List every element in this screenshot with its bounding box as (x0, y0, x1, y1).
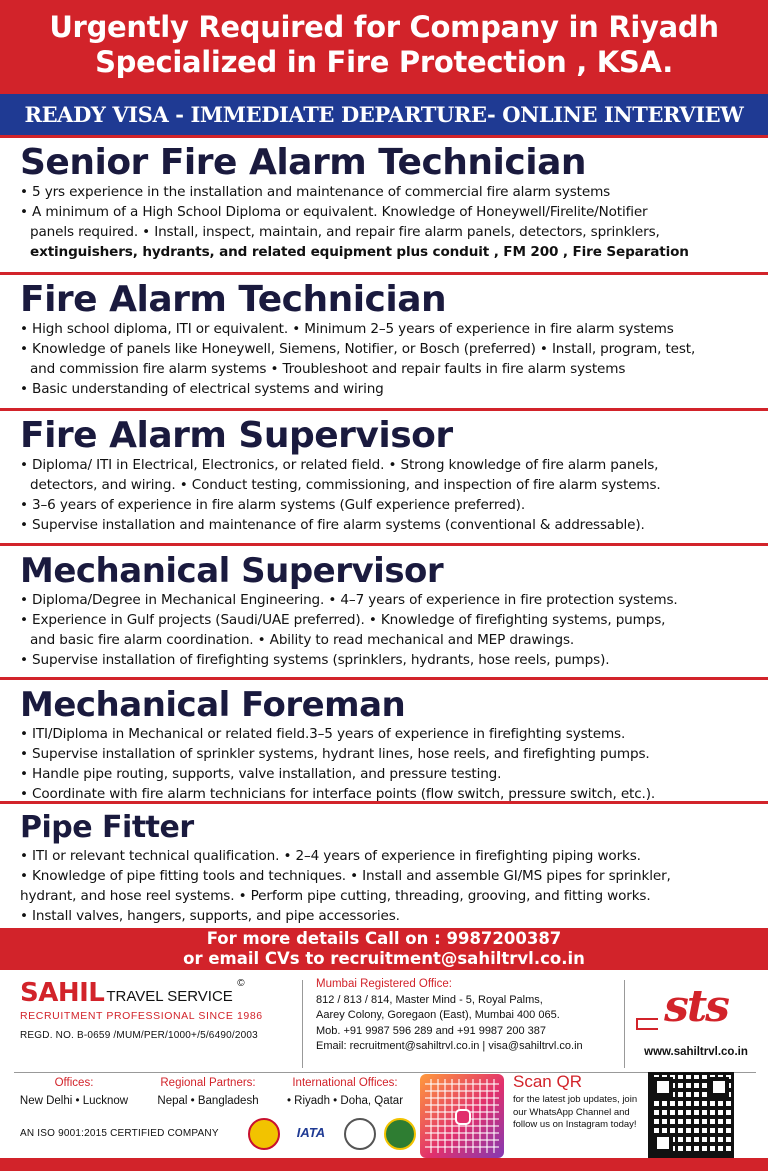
regional-partners (148, 1074, 268, 1110)
job-requirements (20, 846, 758, 926)
company-suffix: TRAVEL SERVICE (106, 988, 233, 1005)
offices-value: New Delhi • Lucknow (19, 1095, 129, 1107)
headline-line1: Urgently Required for Company in Riyadh (49, 10, 719, 44)
qr-finder-icon (709, 1077, 729, 1097)
sts-logo-block (632, 982, 760, 1058)
visa-bar-text: READY VISA - IMMEDIATE DEPARTURE- ONLINE INTERVIEW (24, 102, 744, 127)
iso-certification: AN ISO 9001:2015 CERTIFIED COMPANY (20, 1128, 219, 1139)
arrow-left-icon (636, 1018, 658, 1030)
emblem-icon (384, 1118, 416, 1150)
job-pipe-fitter (0, 804, 768, 928)
job-title: Mechanical Supervisor (20, 551, 444, 591)
requirement-line: • Experience in Gulf projects (Saudi/UAE preferred). • Knowledge of firefighting systems, pumps, (20, 612, 666, 628)
job-requirements (20, 182, 758, 262)
header-banner (0, 0, 768, 94)
office-title: Mumbai Registered Office: (316, 978, 452, 990)
instagram-qr-code[interactable] (420, 1074, 504, 1158)
company-tagline: RECRUITMENT PROFESSIONAL SINCE 1986 (20, 1010, 263, 1022)
office-email-line[interactable]: Email: recruitment@sahiltrvl.co.in | visa@sahiltrvl.co.in (316, 1040, 583, 1052)
government-emblem-icon (248, 1118, 280, 1150)
divider (14, 1072, 756, 1073)
company-name: SAHIL (20, 978, 105, 1008)
job-mechanical-supervisor (0, 546, 768, 680)
job-title: Fire Alarm Supervisor (20, 415, 453, 456)
website-link[interactable]: www.sahiltrvl.co.in (644, 1046, 748, 1058)
contact-email[interactable]: or email CVs to recruitment@sahiltrvl.co.in (183, 949, 585, 968)
job-requirements (20, 724, 758, 804)
job-requirements (20, 590, 758, 670)
copyright-mark: © (237, 978, 245, 989)
iata-logo-icon (292, 1118, 330, 1150)
job-fire-alarm-supervisor (0, 411, 768, 546)
visa-bar (0, 94, 768, 138)
requirement-line: and basic fire alarm coordination. • Ability to read mechanical and MEP drawings. (30, 632, 575, 648)
whatsapp-qr-code[interactable] (648, 1072, 734, 1158)
job-title: Mechanical Foreman (20, 685, 406, 725)
iata-label: IATA (296, 1125, 326, 1140)
requirement-line: • Install valves, hangers, supports, and pipe accessories. (20, 908, 400, 924)
job-requirements (20, 319, 758, 399)
requirement-line: • Diploma/ ITI in Electrical, Electronics, or related field. • Strong knowledge of fire alarm panels, (20, 457, 659, 473)
requirement-line: • Supervise installation of sprinkler systems, hydrant lines, hose reels, and firefighting pumps. (20, 746, 650, 762)
sts-logo: sts (664, 981, 728, 1032)
company-logo (20, 978, 290, 1008)
registered-office (316, 977, 626, 1055)
scan-qr-description: for the latest job updates, join our WhatsApp Channel and follow us on Instagram today! (513, 1094, 638, 1130)
registration-number: REGD. NO. B-0659 /MUM/PER/1000+/5/6490/2003 (20, 1030, 258, 1041)
job-senior-fire-alarm-technician (0, 138, 768, 275)
requirement-line: extinguishers, hydrants, and related equipment plus conduit , FM 200 , Fire Separation (30, 244, 689, 260)
requirement-line: • High school diploma, ITI or equivalent. • Minimum 2–5 years of experience in fire alarm systems (20, 321, 674, 337)
requirement-line: • Knowledge of pipe fitting tools and techniques. • Install and assemble GI/MS pipes for sprinkler, (20, 868, 671, 884)
divider (624, 980, 625, 1068)
scan-qr-block (513, 1072, 643, 1132)
requirement-line: • ITI/Diploma in Mechanical or related field.3–5 years of experience in firefighting systems. (20, 726, 626, 742)
qr-pattern (425, 1079, 499, 1153)
office-line: Aarey Colony, Goregaon (East), Mumbai 400 065. (316, 1009, 560, 1021)
job-mechanical-foreman (0, 680, 768, 804)
job-fire-alarm-technician (0, 275, 768, 411)
contact-bar (0, 928, 768, 970)
requirement-line: • 3–6 years of experience in fire alarm systems (Gulf experience preferred). (20, 497, 526, 513)
requirement-line: and commission fire alarm systems • Troubleshoot and repair faults in fire alarm systems (30, 361, 626, 377)
company-logo-block (20, 978, 290, 1041)
requirement-line: detectors, and wiring. • Conduct testing, commissioning, and inspection of fire alarm systems. (30, 477, 661, 493)
job-requirements (20, 455, 758, 535)
requirement-line: panels required. • Install, inspect, maintain, and repair fire alarm panels, detectors, sprinklers, (30, 224, 660, 240)
offices (14, 1074, 134, 1110)
footer (0, 970, 768, 1171)
requirement-line: • A minimum of a High School Diploma or equivalent. Knowledge of Honeywell/Firelite/Notifier (20, 204, 648, 220)
scan-qr-title: Scan QR (513, 1072, 582, 1091)
requirement-line: • ITI or relevant technical qualification. • 2–4 years of experience in firefighting piping works. (20, 848, 641, 864)
requirement-line: • Handle pipe routing, supports, valve installation, and pressure testing. (20, 766, 502, 782)
requirement-line: • 5 yrs experience in the installation and maintenance of commercial fire alarm systems (20, 184, 611, 200)
headline-line2: Specialized in Fire Protection , KSA. (95, 45, 673, 79)
intl-title: International Offices: (292, 1077, 398, 1089)
job-title: Senior Fire Alarm Technician (20, 142, 586, 183)
partners-title: Regional Partners: (160, 1077, 256, 1089)
requirement-line: • Coordinate with fire alarm technicians for interface points (flow switch, pressure switch, etc.). (20, 786, 656, 802)
qr-finder-icon (653, 1077, 673, 1097)
office-line: 812 / 813 / 814, Master Mind - 5, Royal Palms, (316, 993, 543, 1006)
requirement-line: • Supervise installation and maintenance of fire alarm systems (conventional & addressable). (20, 517, 645, 533)
requirement-line: • Supervise installation of firefighting systems (sprinklers, hydrants, hose reels, pumps). (20, 652, 610, 668)
partners-value: Nepal • Bangladesh (157, 1095, 259, 1107)
intl-value: • Riyadh • Doha, Qatar (286, 1095, 404, 1107)
international-offices (280, 1074, 410, 1110)
office-line: Mob. +91 9987 596 289 and +91 9987 200 387 (316, 1024, 546, 1037)
requirement-line: • Knowledge of panels like Honeywell, Siemens, Notifier, or Bosch (preferred) • Install, program, test, (20, 341, 696, 357)
qr-finder-icon (653, 1133, 673, 1153)
contact-phone[interactable]: For more details Call on : 9987200387 (206, 929, 562, 948)
divider (302, 980, 303, 1068)
bottom-strip (0, 1158, 768, 1171)
requirement-line: hydrant, and hose reel systems. • Perform pipe cutting, threading, grooving, and fitting works. (20, 888, 651, 904)
seal-emblem-icon (344, 1118, 376, 1150)
job-title: Fire Alarm Technician (20, 279, 447, 320)
job-title: Pipe Fitter (20, 810, 194, 845)
instagram-icon (455, 1109, 471, 1125)
offices-title: Offices: (54, 1077, 94, 1089)
requirement-line: • Diploma/Degree in Mechanical Engineering. • 4–7 years of experience in fire protection systems. (20, 592, 678, 608)
requirement-line: • Basic understanding of electrical systems and wiring (20, 381, 384, 397)
